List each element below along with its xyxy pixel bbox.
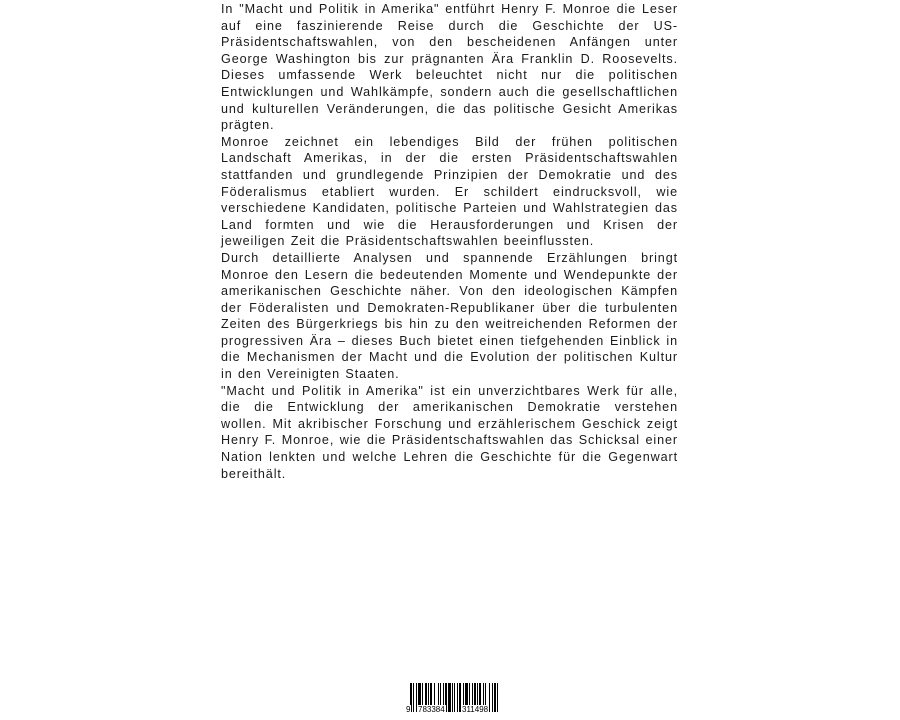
paragraph-analysis: Durch detaillierte Analysen und spannende Erzählungen bringt Monroe den Lesern die bedeutenden Momente und Wendepunkte der amerikanischen Geschichte näher. Von den ideologischen Kämpfen der Föderalisten und Demokraten-Republikaner über die turbulenten Zeiten des Bürgerkriegs bis hin zu den weitreichenden Reformen der progressiven Ära – dieses Buch bietet einen tiefgehenden Einblick in die Mechanismen der Macht und die Evolution der politischen Kultur in den Vereinigten Staaten.	[221, 250, 678, 382]
isbn-barcode	[405, 683, 507, 715]
barcode-digit-first: 9	[406, 705, 411, 714]
paragraph-early-history: Monroe zeichnet ein lebendiges Bild der frühen politischen Landschaft Amerikas, in der die ersten Präsidentschaftswahlen stattfanden und grundlegende Prinzipien der Demokratie und des Föderalismus etabliert wurden. Er schildert eindrucksvoll, wie verschiedene Kandidaten, politische Parteien und Wahlstrategien das Land formten und wie die Herausforderungen und Krisen der jeweiligen Zeit die Präsidentschaftswahlen beeinflussten.	[221, 134, 678, 249]
barcode-digits-right: 311498	[462, 705, 489, 714]
paragraph-conclusion: "Macht und Politik in Amerika" ist ein unverzichtbares Werk für alle, die die Entwicklung der amerikanischen Demokratie verstehen wollen. Mit akribischer Forschung und erzählerischem Geschick zeigt Henry F. Monroe, wie die Präsidentschaftswahlen das Schicksal einer Nation lenkten und welche Lehren die Geschichte für die Gegenwart bereithält.	[221, 383, 678, 481]
barcode-digits-left: 783384	[418, 705, 445, 714]
paragraph-intro: In "Macht und Politik in Amerika" entführt Henry F. Monroe die Leser auf eine faszinierende Reise durch die Geschichte der US-Präsidentschaftswahlen, von den bescheidenen Anfängen unter George Washington bis zur prägnanten Ära Franklin D. Roosevelts. Dieses umfassende Werk beleuchtet nicht nur die politischen Entwicklungen und Wahlkämpfe, sondern auch die gesellschaftlichen und kulturellen Veränderungen, die das politische Gesicht Amerikas prägten.	[221, 2, 678, 133]
back-cover-text	[221, 1, 678, 482]
barcode-digits	[405, 704, 507, 715]
